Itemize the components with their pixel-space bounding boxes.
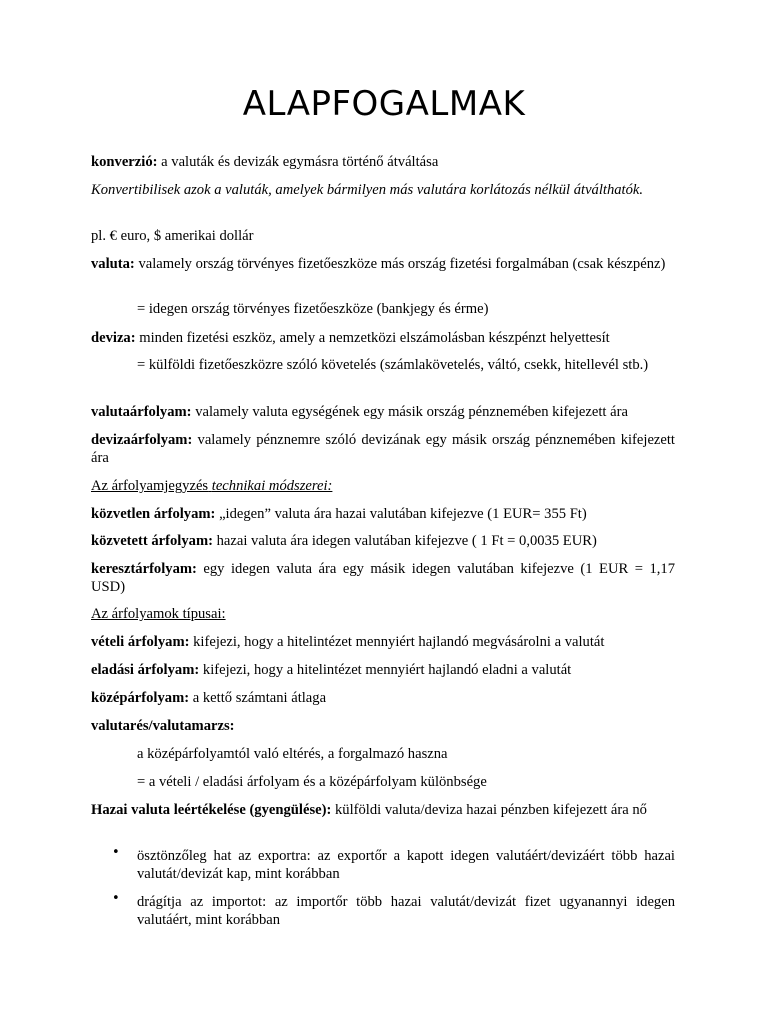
paragraph-valuta — [91, 255, 675, 273]
definition-text: minden fizetési eszköz, amely a nemzetközi elszámolásban készpénzt helyettesít — [139, 330, 610, 346]
bullet-icon: • — [112, 845, 120, 860]
definition-text: valamely pénznemre szóló devizának egy másik ország pénznemében kifejezett ára — [91, 432, 675, 466]
term-veteli: vételi árfolyam: — [91, 634, 190, 650]
definition-text: egy idegen valuta ára egy másik idegen valutában kifejezve (1 EUR = 1,17 USD) — [91, 561, 675, 595]
paragraph-deviza-equals: = külföldi fizetőeszközre szóló követelés (számlakövetelés, váltó, csekk, hitellevél stb.) — [137, 357, 649, 373]
term-deviza: deviza: — [91, 330, 136, 346]
list-item: ösztönzőleg hat az exportra: az exportőr a kapott idegen valutáért/devizáért több hazai valutát/devizát kap, mint korábban — [137, 848, 675, 882]
term-valutaarfolyam: valutaárfolyam: — [91, 404, 192, 420]
paragraph-valutaarfolyam — [91, 403, 675, 421]
definition-text: a valuták és devizák egymásra történő átváltása — [161, 154, 439, 170]
paragraph-valutares — [91, 717, 675, 735]
bullet-icon: • — [112, 891, 120, 906]
term-keresztarfolyam: keresztárfolyam: — [91, 561, 197, 577]
paragraph-konverzio — [91, 153, 675, 171]
definition-text: külföldi valuta/deviza hazai pénzben kifejezett ára nő — [334, 802, 647, 818]
definition-text: valamely ország törvényes fizetőeszköze más ország fizetési forgalmában (csak készpénz) — [138, 256, 666, 272]
paragraph-valuta-equals: = idegen ország törvényes fizetőeszköze (bankjegy és érme) — [137, 301, 489, 317]
term-devaluation: Hazai valuta leértékelése (gyengülése): — [91, 802, 332, 818]
heading-quotation-methods — [91, 477, 675, 495]
paragraph-kozvetlen — [91, 505, 675, 523]
heading-rate-types — [91, 605, 675, 623]
term-valutares: valutarés/valutamarzs: — [91, 718, 235, 734]
definition-text: „idegen” valuta ára hazai valutában kifejezve (1 EUR= 355 Ft) — [219, 506, 587, 522]
definition-text: kifejezi, hogy a hitelintézet mennyiért hajlandó eladni a valutát — [202, 662, 572, 678]
definition-text: valamely valuta egységének egy másik ország pénznemében kifejezett ára — [195, 404, 628, 420]
paragraph-valutares-def2: = a vételi / eladási árfolyam és a középárfolyam különbsége — [137, 774, 487, 790]
paragraph-kozvetett — [91, 532, 675, 550]
paragraph-devaluation — [91, 801, 675, 819]
paragraph-kozeparfolyam — [91, 689, 675, 707]
paragraph-example: pl. € euro, $ amerikai dollár — [91, 228, 254, 244]
paragraph-valutares-def1: a középárfolyamtól való eltérés, a forgalmazó haszna — [137, 746, 448, 762]
term-kozvetlen: közvetlen árfolyam: — [91, 506, 216, 522]
term-kozvetett: közvetett árfolyam: — [91, 533, 213, 549]
term-devizaarfolyam: devizaárfolyam: — [91, 432, 193, 448]
heading-text: Az árfolyamok típusai: — [91, 606, 226, 622]
definition-text: kifejezi, hogy a hitelintézet mennyiért hajlandó megvásárolni a valutát — [193, 634, 605, 650]
paragraph-veteli — [91, 633, 675, 651]
page-title: ALAPFOGALMAK — [242, 84, 526, 124]
paragraph-deviza — [91, 329, 675, 347]
list-item: drágítja az importot: az importőr több hazai valutát/devizát fizet ugyanannyi idegen valutáért, mint korábban — [137, 894, 675, 928]
paragraph-devizaarfolyam — [91, 431, 675, 467]
term-valuta: valuta: — [91, 256, 135, 272]
definition-text: a kettő számtani átlaga — [192, 690, 327, 706]
term-kozeparfolyam: középárfolyam: — [91, 690, 190, 706]
paragraph-keresztarfolyam — [91, 560, 675, 596]
definition-text: hazai valuta ára idegen valutában kifejezve ( 1 Ft = 0,0035 EUR) — [216, 533, 597, 549]
term-konverzio: konverzió: — [91, 154, 158, 170]
heading-text: Az árfolyamjegyzés technikai módszerei: — [91, 478, 333, 494]
paragraph-eladasi — [91, 661, 675, 679]
paragraph-convertible: Konvertibilisek azok a valuták, amelyek bármilyen más valutára korlátozás nélkül átválthatók. — [91, 182, 644, 198]
term-eladasi: eladási árfolyam: — [91, 662, 200, 678]
